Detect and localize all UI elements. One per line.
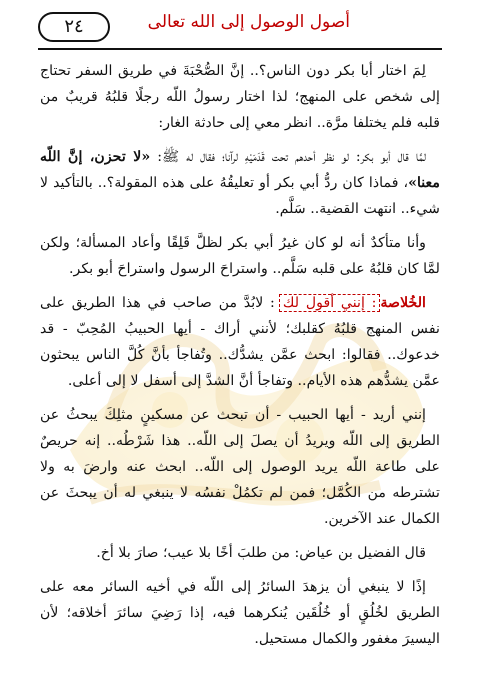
paragraph-2-intro: لمَّا قال أبو بكر: لو نظر أحدهم تحت قَدَمَيْهِ لرآنا؛ فقال له ﷺ: <box>157 149 426 165</box>
paragraph-6: قال الفضيل بن عياض: من طلبَ أخًا بلا عيب؛ صارَ بلا أخ. <box>96 545 426 561</box>
paragraph-2-rest: ، فماذا كان ردُّ أبي بكر أو تعليقُهُ على هذه المقولة؟.. بالتأكيد لا شيء.. انتهت القضية.. سَلَّم. <box>40 175 440 217</box>
running-title: أصول الوصول إلى الله تعالى <box>147 12 350 32</box>
hadith-quote: «لا تحزن، إنَّ اللّه معنا» <box>40 149 440 191</box>
summary-label: الخُلاصة <box>380 295 426 311</box>
page-header <box>0 12 480 52</box>
paragraph-4-text: : لابُدَّ من صاحب في هذا الطريق على نفس المنهج قلبُهُ كقلبك؛ لأنني أراك - أيها الحبيبُ المُحِبّ - قد خدعوك.. فقالوا: ابحث عمَّن يشدُّك.. وتُفاجأ بأنَّ كُلَّ الناس يبحثون عمَّن يشدُّهم هذه الأيام.. وتفاجأ أنَّ الشدَّ إلى أسفل لا إلى أعلى. <box>40 295 440 389</box>
paragraph-5: إنني أريد - أيها الحبيب - أن تبحث عن مسكينٍ مثلِكَ يبحثُ عن الطريق إلى اللّه ويريدُ أن يصلَ إلى اللّه.. هذا شَرْطُه.. إنه حريصٌ على طاعة اللّه يريد الوصول إلى اللّه.. ابحث عنه وارضَ به ولا تشترطه من الكُمَّل؛ فمن لم تكمُلْ نفسُه لا ينبغي له أن يبحثَ عن الكمال عند الآخرين. <box>40 407 440 527</box>
body-text <box>40 58 440 682</box>
header-divider <box>38 48 442 50</box>
paragraph-7: إذًا لا ينبغي أن يزهدَ السائرُ إلى اللّه في أخيه السائر معه على الطريق لخُلُقٍ أو خُلُقَين يُنكرهما فيه، إذا رَضِيَ سائرَ أخلاقه؛ لأن اليسيرَ مغفور والكمال مستحيل. <box>40 579 440 647</box>
summary-boxed-phrase: : إنني أقول لك <box>279 294 381 312</box>
paragraph-4 <box>40 290 440 394</box>
paragraph-2 <box>40 144 440 222</box>
paragraph-3: وأنا متأكدٌ أنه لو كان غيرُ أبي بكر لظلَّ قَلِقًا وأعاد المسألة؛ ولكن لمَّا كان قلبُهُ على قلبه سَلَّم.. واستراحَ الرسول واستراحَ أبو بكر. <box>40 235 440 277</box>
page-number-badge: ٢٤ <box>38 12 110 42</box>
paragraph-1: لِمَ اختار أبا بكر دون الناس؟.. إنَّ الصُّحْبَةَ في طريق السفر تحتاج إلى شخص على المنهج؛ لذا اختار رسولُ اللّه رجلًا قلبُهُ قريبٌ من قلبه فلم يختلفا مرَّة.. انظر معي إلى حادثة الغار: <box>40 63 440 131</box>
